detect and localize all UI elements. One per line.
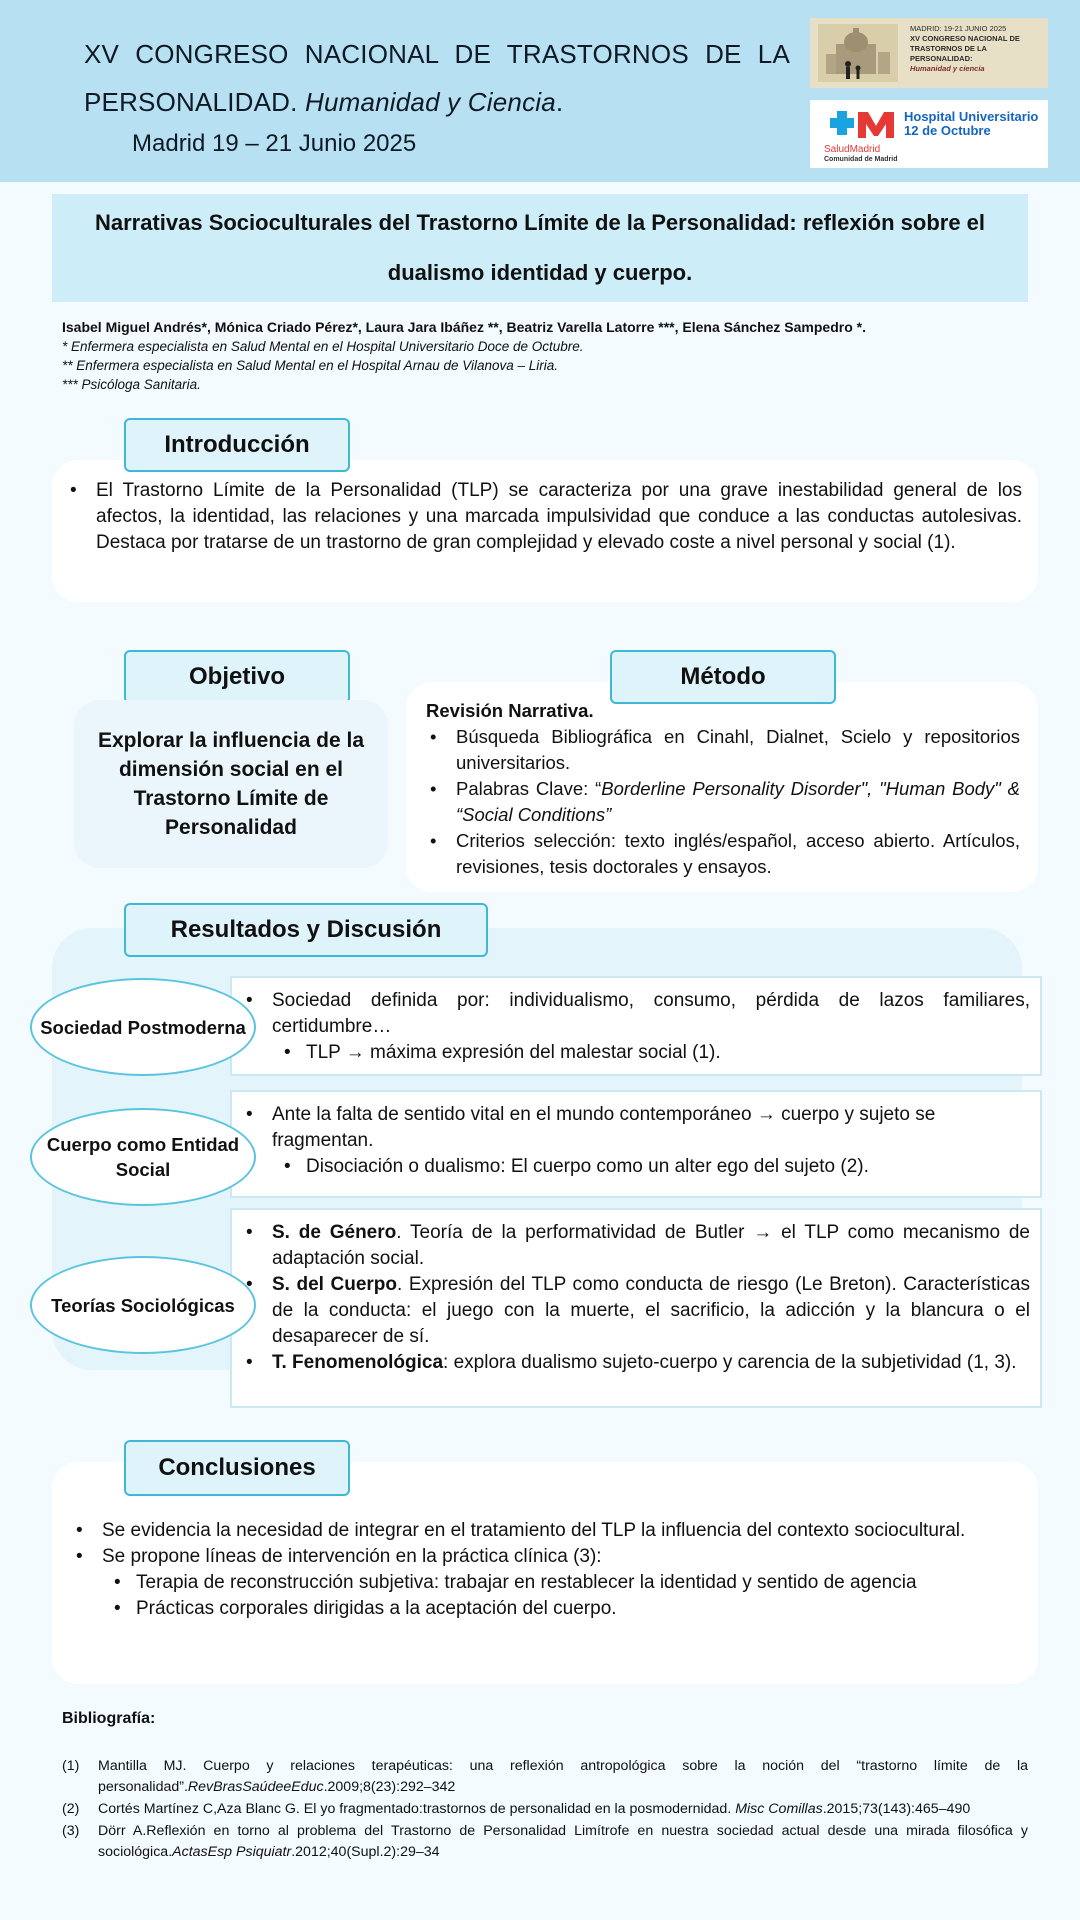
conference-title: XV CONGRESO NACIONAL DE TRASTORNOS DE LA PERSONALIDAD. Humanidad y Ciencia. [84,39,790,117]
resultados-box-2: • Ante la falta de sentido vital en el mundo contemporáneo → cuerpo y sujeto se fragmentan. • Disociación o dualismo: El cuerpo como un alter ego del sujeto (2). [230,1090,1042,1198]
reference-item: (1) Mantilla MJ. Cuerpo y relaciones terapéuticas: una reflexión antropológica sobre la noción del “trastorno límite de la personalidad”.RevBrasSaúdeeEduc.2009;8(23):292–342 [62,1758,1028,1795]
hospital-logo [810,100,1048,168]
objetivo-heading: Objetivo [124,650,350,704]
metodo-heading: Método [610,650,836,704]
hospital-cross-m-icon [824,108,904,142]
congress-logo-text: MADRID: 19-21 JUNIO 2025 XV CONGRESO NACIONAL DE TRASTORNOS DE LA PERSONALIDAD: Humanidad y ciencia [910,24,1020,73]
bibliografia-heading: Bibliografía: [62,1710,156,1727]
resultados-heading: Resultados y Discusión [124,903,488,957]
congress-logo [810,18,1048,88]
hospital-name: Hospital Universitario 12 de Octubre [904,109,1039,138]
introduccion-heading: Introducción [124,418,350,472]
bibliografia-list [62,1756,1028,1864]
salud-madrid-label: SaludMadrid [824,144,881,155]
authors-block [62,318,1022,394]
conference-date: Madrid 19 – 21 Junio 2025 [132,130,417,157]
affiliation-3: *** Psicóloga Sanitaria. [62,377,201,392]
conclusiones-text: • Se evidencia la necesidad de integrar en el tratamiento del TLP la influencia del contexto sociocultural. • Se propone líneas de intervención en la práctica clínica (3): • Terapia de reconstrucción subjetiva: trabajar en restablecer la identidad y sentido de agencia • Prácticas corporales dirigidas a la aceptación del cuerpo. [72,1518,1018,1622]
poster-title: Narrativas Socioculturales del Trastorno Límite de la Personalidad: reflexión sobre el dualismo identidad y cuerpo. [52,194,1028,302]
madrid-skyline-icon [818,24,898,82]
comunidad-madrid-label: Comunidad de Madrid [824,156,898,163]
affiliation-2: ** Enfermera especialista en Salud Mental en el Hospital Arnau de Vilanova – Liria. [62,358,559,373]
reference-item: (3) Dörr A.Reflexión en torno al problema del Trastorno de Personalidad Limítrofe en nuestra sociedad actual desde una mirada filosófica y sociológica.ActasEsp Psiquiatr.2012;40(Supl.2):29–34 [62,1823,1028,1860]
reference-item: (2) Cortés Martínez C,Aza Blanc G. El yo fragmentado:trastornos de personalidad en la posmodernidad. Misc Comillas.2015;73(143):465–490 [62,1801,971,1817]
resultados-box-3: • S. de Género. Teoría de la performatividad de Butler → el TLP como mecanismo de adaptación social. • S. del Cuerpo. Expresión del TLP como conducta de riesgo (Le Breton). Características de la conducta: el juego con la muerte, el sacrificio, la adicción y la blancura o el desaparecer de sí. • T. Fenomenológica: explora dualismo sujeto-cuerpo y carencia de la subjetividad (1, 3). [230,1208,1042,1408]
affiliation-1: * Enfermera especialista en Salud Mental en el Hospital Universitario Doce de Octubre. [62,339,584,354]
oval-teorias-sociologicas: Teorías Sociológicas [30,1256,256,1354]
conclusiones-heading: Conclusiones [124,1440,350,1496]
author-names: Isabel Miguel Andrés*, Mónica Criado Pérez*, Laura Jara Ibáñez **, Beatriz Varella Latorre ***, Elena Sánchez Sampedro *. [62,319,866,335]
oval-sociedad-postmoderna: Sociedad Postmoderna [30,978,256,1076]
resultados-box-1: • Sociedad definida por: individualismo, consumo, pérdida de lazos familiares, certidumbre… • TLP → máxima expresión del malestar social (1). [230,976,1042,1076]
header-banner [0,0,1080,182]
introduccion-text: • El Trastorno Límite de la Personalidad (TLP) se caracteriza por una grave inestabilidad general de los afectos, la identidad, las relaciones y una marcada impulsividad que conduce a las conductas autolesivas. Destaca por tratarse de un trastorno de gran complejidad y elevado coste a nivel personal y social (1). [66,478,1022,556]
objetivo-panel: Explorar la influencia de la dimensión social en el Trastorno Límite de Personalidad [74,700,388,868]
oval-cuerpo-entidad-social: Cuerpo como Entidad Social [30,1108,256,1206]
metodo-text: Revisión Narrativa. • Búsqueda Bibliográfica en Cinahl, Dialnet, Scielo y repositorios universitarios. • Palabras Clave: “Borderline Personality Disorder", "Human Body" & “Social Conditions” • Criterios selección: texto inglés/español, acceso abierto. Artículos, revisiones, tesis doctorales y ensayos. [426,698,1020,880]
